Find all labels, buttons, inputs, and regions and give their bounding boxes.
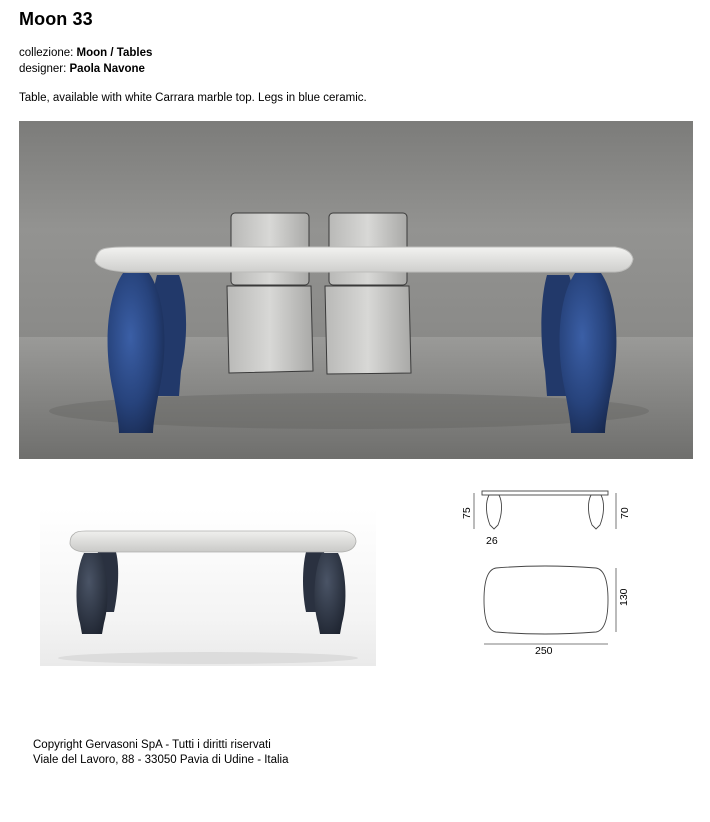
hero-photo [19,121,693,459]
plan-drawing [456,560,636,660]
table-top [95,247,633,272]
product-table-top [70,531,356,552]
dim-length: 250 [535,645,553,657]
chair-left [227,213,313,373]
elevation-drawing [456,485,636,547]
dim-height-total: 75 [461,507,473,519]
chair-right [325,213,411,374]
collection-label: collezione: [19,47,74,59]
footer-address: Viale del Lavoro, 88 - 33050 Pavia di Udine - Italia [33,754,289,766]
dim-leg-width: 26 [486,535,498,547]
dim-depth: 130 [618,588,630,606]
designer-value: Paola Navone [69,63,145,75]
designer-line [19,62,145,77]
page-title: Moon 33 [19,9,93,29]
plan-table-outline [484,566,608,634]
product-photo [40,508,376,666]
designer-label: designer: [19,63,67,75]
collection-value: Moon / Tables [76,47,153,59]
product-leg-front-left [77,553,108,634]
product-leg-front-right [315,553,346,634]
elevation-leg-left [486,495,501,529]
product-description: Table, available with white Carrara marble top. Legs in blue ceramic. [19,92,367,104]
collection-line [19,46,152,61]
dim-height-under-top: 70 [619,507,631,519]
elevation-leg-right [588,495,603,529]
footer-copyright: Copyright Gervasoni SpA - Tutti i diritti riservati [33,739,271,751]
